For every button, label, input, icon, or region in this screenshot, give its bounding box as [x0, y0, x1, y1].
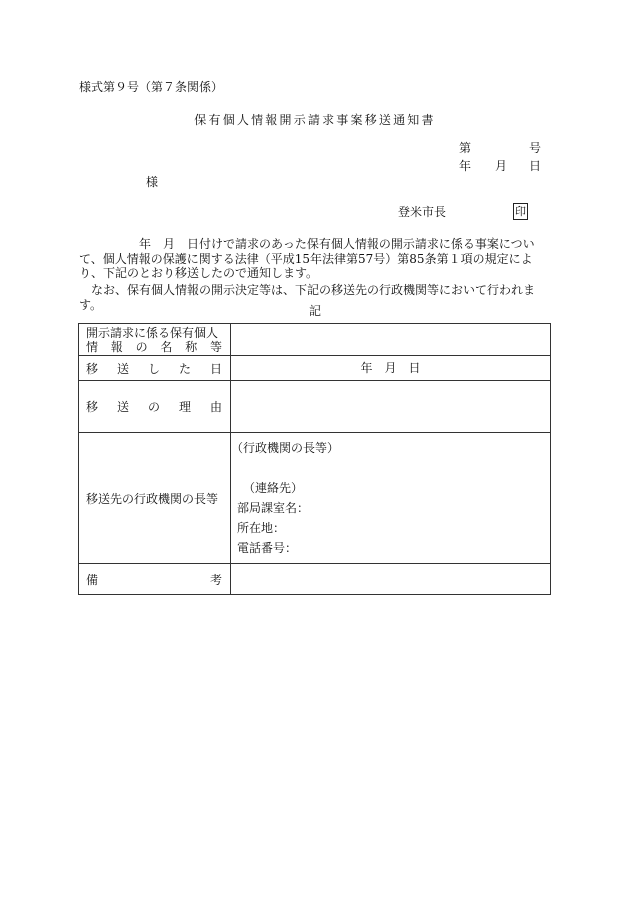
label-char: の	[147, 400, 160, 414]
label-char: た	[178, 361, 191, 376]
table-row	[79, 356, 551, 381]
label-char: 由	[209, 400, 222, 414]
value-info-name[interactable]	[231, 324, 551, 356]
document-title: 保有個人情報開示請求事案移送通知書	[194, 113, 436, 127]
label-char: し	[147, 361, 160, 376]
label-char: 理	[178, 400, 191, 414]
form-label: 様式第９号（第７条関係）	[79, 80, 224, 94]
blank-line	[231, 458, 550, 478]
label-char: 考	[209, 572, 222, 587]
sender: 登米市長	[398, 205, 447, 219]
date-day: 日	[528, 159, 541, 173]
label-char: 名	[160, 339, 173, 354]
label-char: 情	[86, 339, 99, 354]
value-destination-agency[interactable]	[231, 433, 551, 564]
label-char: 等	[209, 339, 222, 354]
label-char: 送	[116, 400, 129, 414]
address-line: 所在地：	[237, 521, 286, 535]
label-transfer-reason	[79, 381, 231, 433]
value-transfer-reason[interactable]	[231, 381, 551, 433]
date-year: 年	[459, 159, 472, 173]
label-char: 日	[209, 361, 222, 376]
label-chars	[86, 571, 230, 588]
label-chars	[86, 360, 230, 377]
number-prefix: 第	[459, 141, 472, 155]
table-row	[79, 564, 551, 595]
agency-head-line: （行政機関の長等）	[231, 441, 340, 455]
body-paragraph-1: 年 月 日付けで請求のあった保有個人情報の開示請求に係る事案について、個人情報の保護に関する法律（平成15年法律第57号）第85条第１項の規定により、下記のとおり移送したので通知します。	[79, 237, 535, 280]
label-char: 移	[86, 400, 99, 414]
label-transfer-date	[79, 356, 231, 381]
table-row	[79, 324, 551, 356]
label-char: 送	[116, 361, 129, 376]
body-paragraph-2: なお、保有個人情報の開示決定等は、下記の移送先の行政機関等において行われます。	[79, 283, 536, 312]
label-char: 移	[86, 361, 99, 376]
value-remarks[interactable]	[231, 564, 551, 595]
label-chars	[86, 398, 230, 415]
addressee: 様	[146, 175, 159, 189]
label-char: 備	[86, 572, 99, 587]
date-month: 月	[495, 159, 508, 173]
label-line-1: 開示請求に係る保有個人	[86, 325, 219, 340]
ki-heading: 記	[308, 304, 321, 318]
table-row	[79, 381, 551, 433]
value-transfer-date[interactable]: 年 月 日	[231, 356, 551, 381]
label-remarks	[79, 564, 231, 595]
label-char: の	[135, 339, 148, 354]
label-line-2	[86, 340, 230, 354]
table-row	[79, 433, 551, 564]
department-line: 部局課室名：	[237, 501, 310, 515]
label-destination-agency: 移送先の行政機関の長等	[79, 433, 231, 564]
contact-heading: （連絡先）	[243, 481, 304, 495]
label-info-name	[79, 324, 231, 356]
label-char: 称	[185, 339, 198, 354]
label-char: 報	[110, 339, 123, 354]
number-suffix: 号	[528, 141, 541, 155]
phone-line: 電話番号：	[237, 541, 298, 555]
transfer-info-table	[78, 323, 551, 595]
seal-stamp: 印	[515, 205, 526, 218]
